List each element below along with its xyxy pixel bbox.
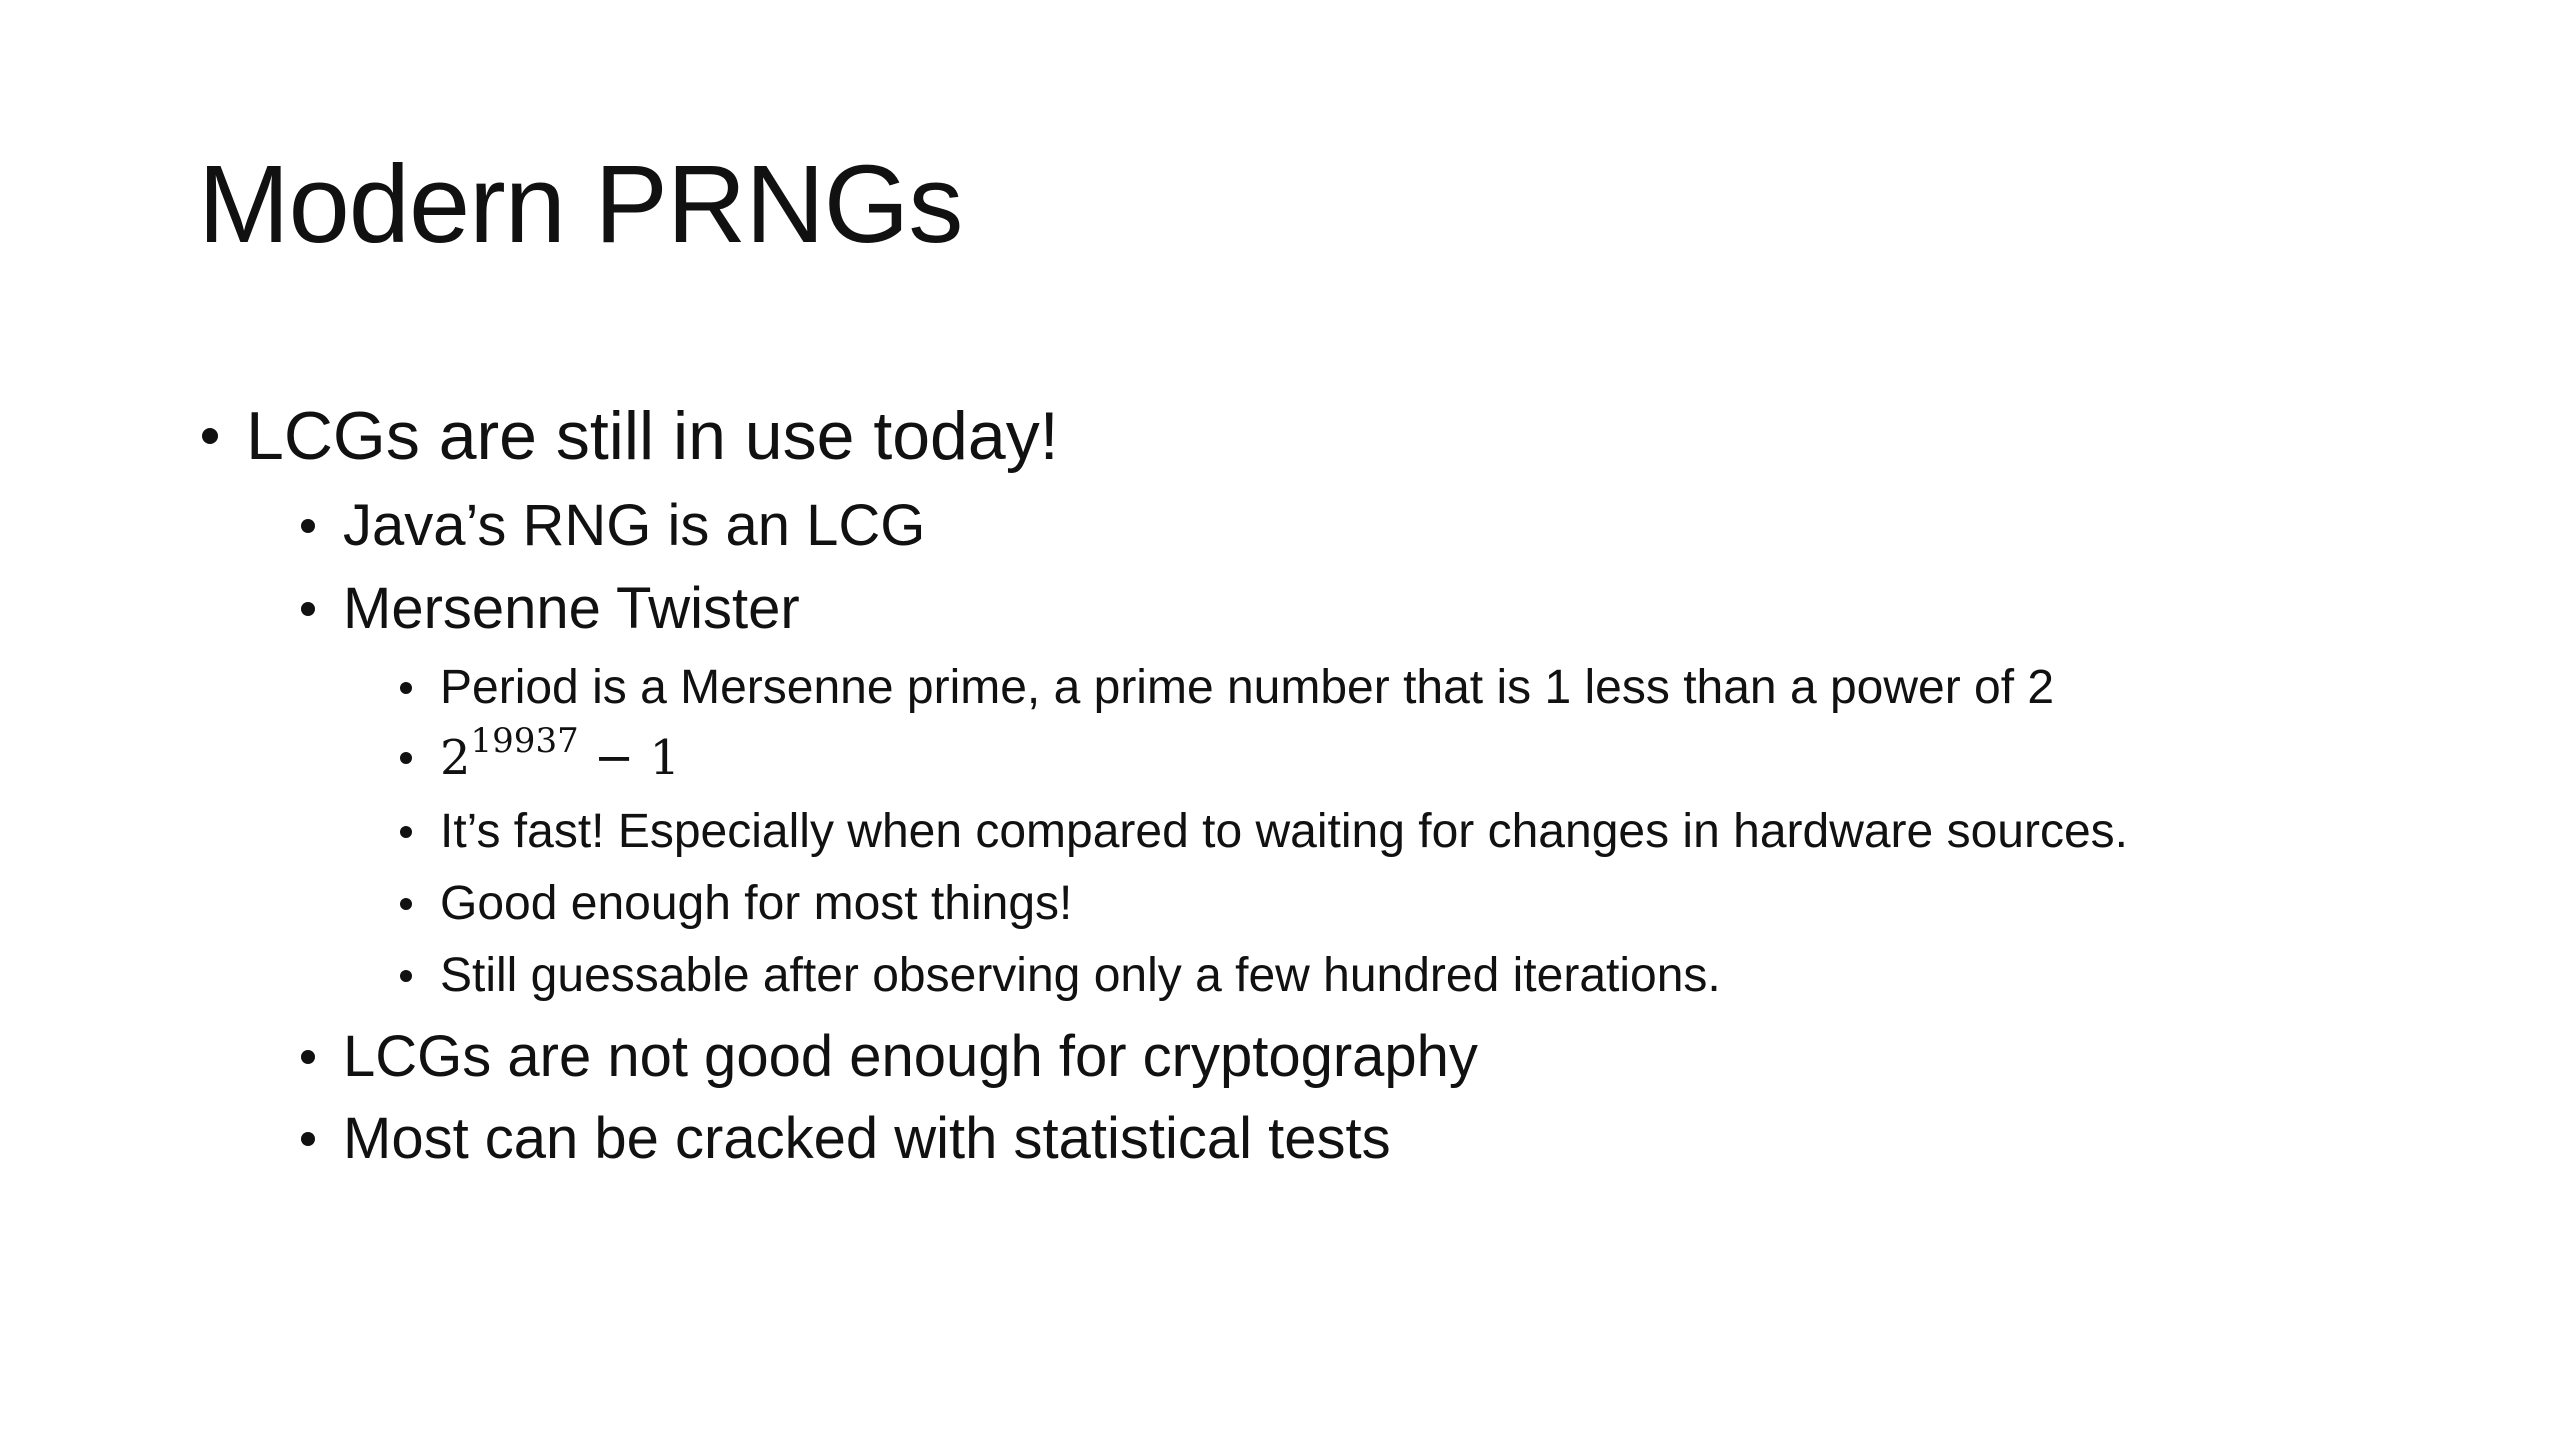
bullet-item	[440, 877, 1073, 930]
bullet-item	[343, 576, 800, 641]
bullet-item	[343, 493, 926, 558]
bullet-text: LCGs are not good enough for cryptography	[343, 1024, 1478, 1089]
bullet-dot-icon	[400, 970, 412, 982]
bullet-text: LCGs are still in use today!	[246, 398, 1059, 474]
bullet-text: It’s fast! Especially when compared to waiting for changes in hardware sources.	[440, 805, 2128, 858]
bullet-dot-icon	[301, 1132, 315, 1146]
bullet-dot-icon	[202, 428, 218, 444]
bullet-item	[440, 805, 2128, 858]
bullet-item	[440, 661, 2055, 714]
bullet-text: Java’s RNG is an LCG	[343, 493, 926, 558]
bullet-dot-icon	[301, 519, 315, 533]
math-rest: − 1	[578, 730, 680, 786]
bullet-dot-icon	[400, 752, 412, 764]
bullet-item	[246, 398, 1059, 474]
bullet-text: Period is a Mersenne prime, a prime number that is 1 less than a power of 2	[440, 661, 2055, 714]
bullet-text: Still guessable after observing only a few hundred iterations.	[440, 949, 1721, 1002]
slide-title: Modern PRNGs	[198, 143, 963, 266]
bullet-dot-icon	[301, 1050, 315, 1064]
bullet-text: Mersenne Twister	[343, 576, 800, 641]
bullet-dot-icon	[301, 602, 315, 616]
bullet-item-math	[440, 721, 680, 786]
math-base: 2	[440, 730, 471, 786]
math-exponent: 19937	[470, 721, 579, 761]
bullet-dot-icon	[400, 898, 412, 910]
bullet-item	[343, 1106, 1391, 1171]
bullet-item	[440, 949, 1721, 1002]
bullet-text: Good enough for most things!	[440, 877, 1073, 930]
bullet-dot-icon	[400, 826, 412, 838]
bullet-text: Most can be cracked with statistical tests	[343, 1106, 1391, 1171]
bullet-dot-icon	[400, 682, 412, 694]
math-expression	[440, 721, 680, 786]
bullet-item	[343, 1024, 1478, 1089]
